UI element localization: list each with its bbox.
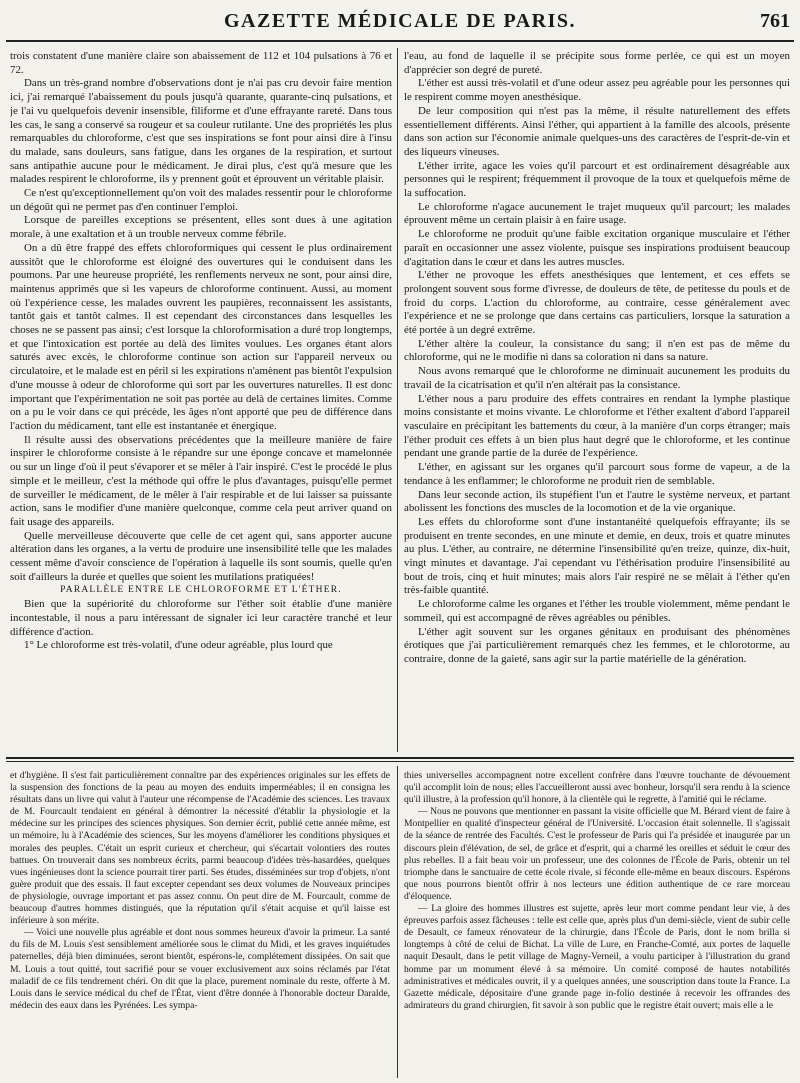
feuilleton-column-right <box>404 770 790 1078</box>
feuilleton-column-left <box>10 770 390 1078</box>
paragraph: — Nous ne pouvons que mentionner en passant la visite officielle que M. Bérard vient de faire à Montpellier en qualité d'inspecteur général de l'Université. L'occasion était solennelle. Il s'agissait de la séance de rentrée des Facultés. C'est le professeur de Paris qui l'a présidée et inaugurée par un discours plein d'élévation, de sel, de grâce et d'esprit, qui a charmé les oreilles et séduit le cœur des plus rebelles. Il a fait beau voir un professeur, une des colonnes de l'École de Paris, obtenir un tel triomphe dans le sanctuaire de cette école rivale, si féconde elle-même en beaux discours. Espérons que nous pourrons bientôt offrir à nos lecteurs une édition authentique de ce rare morceau d'éloquence. <box>404 806 790 902</box>
paragraph: Dans un très-grand nombre d'observations dont je n'ai pas cru devoir faire mention ici, j'ai remarqué l'abaissement du pouls jusqu'à quarante, quarante-cinq pulsations, et je l'ai vu quelquefois devenir insensible, filiforme et d'une effrayante rareté. Dans tous les cas, le sang a conservé sa rougeur et sa couleur rutilante. Une des propriétés les plus remarquables du chloroforme, c'est que ses inspirations se font pour ainsi dire à l'insu du malade, sans douleurs, sans fatigue, dans les organes de la respiration, et surtout sans antipathie aucune pour le médicament. Je dirai plus, c'est qu'à mesure que les malades respirent le chloroforme, ils y prennent goût et éprouvent un véritable plaisir. <box>10 77 392 186</box>
paragraph: Les effets du chloroforme sont d'une instantanéité quelquefois effrayante; ils se produisent en trente secondes, en une minute et demie, en deux, trois et quatre minutes au plus. L'éther, au contraire, ne détermine l'insensibilité qu'en treize, quinze, dix-huit, vingt minutes et davantage. J'ai cependant vu l'éthérisation produire l'insensibilité au bout de trois, cinq et huit minutes; mais alors l'air respiré ne se mêlait à l'éther qu'en très-faible quantité. <box>404 515 790 597</box>
paragraph: Le chloroforme n'agace aucunement le trajet muqueux qu'il parcourt; les malades éprouvent même un certain plaisir à en faire usage. <box>404 200 790 227</box>
paragraph: L'éther ne provoque les effets anesthésiques que lentement, et ces effets se prolongent souvent sous forme d'ivresse, de douleurs de tête, de petitesse du pouls et de froid du corps. L'action du chloroforme, au contraire, cesse généralement avec l'expérience et ne se prolonge que dans certains cas particuliers, lorsque la saturation a été portée à un degré extrême. <box>404 269 790 337</box>
paragraph: Nous avons remarqué que le chloroforme ne diminuait aucunement les produits du travail de la cicatrisation et qu'il n'en altérait pas la consistance. <box>404 365 790 391</box>
paragraph: 1° Le chloroforme est très-volatil, d'une odeur agréable, plus lourd que <box>24 639 333 652</box>
paragraph: Le chloroforme ne produit qu'une faible excitation organique musculaire et l'éther paraît en occasionner une assez violente, puisque ses inspirations produisent beaucoup d'agitation dans le cœur et dans les autres muscles. <box>404 228 790 268</box>
section-heading: PARALLÈLE ENTRE LE CHLOROFORME ET L'ÉTHER. <box>60 585 342 596</box>
paragraph: L'éther irrite, agace les voies qu'il parcourt et est ordinairement désagréable aux personnes qui le respirent; fréquemment il provoque de la toux et quelquefois même de la suffocation. <box>404 159 790 200</box>
paragraph: L'éther, en agissant sur les organes qu'il parcourt sous forme de vapeur, a de la tendance à les enflammer; le chloroforme ne produit rien de semblable. <box>404 461 790 487</box>
column-divider <box>397 48 398 752</box>
paragraph: Lorsque de pareilles exceptions se présentent, elles sont dues à une agitation morale, à une exaltation et à un trouble nerveux comme fébrile. <box>10 214 392 241</box>
paragraph: l'eau, au fond de laquelle il se précipite sous forme perlée, ce qui est un moyen d'apprécier son degré de pureté. <box>404 50 790 76</box>
page-number: 761 <box>760 10 790 32</box>
paragraph: et d'hygiène. Il s'est fait particulièrement connaître par des expériences originales sur les effets de la suspension des fonctions de la peau au moyen des enduits imperméables; il en consigna les résultats dans un livre qui valut à l'auteur une récompense de l'Académie des sciences. Les travaux de M. Fourcault tendaient en général à démontrer la nécessité d'établir la physiologie et la médecine sur les principes des sciences physiques. Son dernier écrit, publié cette année même, est un mémoire, lu à l'Académie des sciences, Sur les moyens d'améliorer les conditions physiques et morales des peuples. C'était un esprit curieux et chercheur, qui s'écartait volontiers des routes battues. On trouverait dans ses nombreux écrits, parmi beaucoup d'idées très-hasardées, quelques vues ingénieuses dont la science pourrait tirer parti. Ses études, disséminées sur trop d'objets, n'ont guère produit que des essais. Il faut excepter cependant ses deux volumes de Nouveaux principes de physiologie, ouvrage important et pas assez connu. On peut dire de M. Fourcault, comme de beaucoup d'autres hommes distingués, que la réputation qu'il s'était acquise et qu'il laisse est inférieure à son mérite. <box>10 770 390 927</box>
article-column-right <box>404 50 790 752</box>
paragraph: — La gloire des hommes illustres est sujette, après leur mort comme pendant leur vie, à des épreuves parfois assez fâcheuses : telle est celle que, après plus d'un demi-siècle, vient de subir celle de Desault, ce fameux rénovateur de la chirurgie, dans l'École de Paris, dont le nom brilla si longtemps à côté de celui de Bichat. La ville de Lure, en Franche-Comté, aux portes de laquelle naquit Desault, dans le petit village de Magny-Verneil, a voulu participer à l'illustration du grand homme par un monument élevé à sa mémoire. Un comité composé de hautes notabilités administratives et médicales ouvrit, il y a quelques années, une souscription dans toute la France. La Gazette médicale, dépositaire d'une grande page in-folio destinée à recevoir les offrandes des admirateurs du grand chirurgien, fit savoir à son public que le registre était ouvert; mais elle a le <box>404 903 790 1011</box>
paragraph: Bien que la supériorité du chloroforme sur l'éther soit établie d'une manière incontestable, il nous a paru intéressant de signaler ici leur caractère tranché et leur différence d'action. <box>10 598 392 638</box>
journal-title: GAZETTE MÉDICALE DE PARIS. <box>223 10 577 32</box>
paragraph: Le chloroforme calme les organes et l'éther les trouble violemment, même pendant le sommeil, qui est accompagné de rêves agréables ou pénibles. <box>404 598 790 624</box>
section-separator-thin <box>6 761 794 762</box>
paragraph: thies universelles accompagnent notre excellent confrère dans l'œuvre touchante de dévouement qu'il accomplit loin de nous; elles l'accueilleront aussi avec bonheur, lorsqu'il sera rendu à la science qu'il illustre, à la profession qu'il honore, à la clientèle qui le regrette, à l'amitié qui le réclame. <box>404 770 790 806</box>
paragraph: Ce n'est qu'exceptionnellement qu'on voit des malades ressentir pour le chloroforme un dégoût qui ne permet pas d'en continuer l'emploi. <box>10 187 392 213</box>
article-column-left <box>10 50 392 752</box>
paragraph: trois constatent d'une manière claire son abaissement de 112 et 104 pulsations à 76 et 72. <box>10 50 392 76</box>
paragraph: Dans leur seconde action, ils stupéfient l'un et l'autre le système nerveux, et partant abolissent les fonctions des muscles de la locomotion et de la vie organique. <box>404 488 790 515</box>
paragraph: — Voici une nouvelle plus agréable et dont nous sommes heureux d'avoir la primeur. La santé du fils de M. Louis s'est sensiblement améliorée sous le climat du Midi, et les graves inquiétudes paternelles, déjà bien diminuées, seront bientôt, espérons-le, complétement dissipées. On sait que M. Louis a tout quitté, tout sacrifié pour se vouer exclusivement aux soins réclamés par l'état maladif de ce fils tendrement chéri. On dit que la place, purement nominale du reste, offerte à M. Louis dans le service médical du chef de l'État, vient d'être donnée à l'honorable docteur Daralde, médecin des eaux dans les Pyrénées. Les sympa- <box>10 927 390 1011</box>
paragraph: Il résulte aussi des observations précédentes que la meilleure manière de faire inspirer le chloroforme consiste à le répandre sur une éponge concave et mamelonnée ou sur un linge d'où il peut s'évaporer et se mêler à l'air inspiré. C'est le procédé le plus simple et le meilleur, c'est la méthode qui offre le plus d'avantages, puisqu'elle permet de surveiller le médicament, de le mêler à l'air respirable et de lui laisser sa puissante action, sans le modifier d'une manière quelconque, comme cela peut arriver quand on fait usage des appareils. <box>10 433 392 528</box>
paragraph: De leur composition qui n'est pas la même, il résulte naturellement des effets essentiellement différents. Ainsi l'éther, qui appartient à la famille des alcools, présente dans son action sur l'économie animale quelques-uns des caractères de l'esprit-de-vin et des liqueurs vineuses. <box>404 104 790 158</box>
page-header <box>6 6 794 42</box>
paragraph: L'éther nous a paru produire des effets contraires en rendant la lymphe plastique moins consistante et moins vivante. Le chloroforme et l'éther exaltent d'abord l'appareil vasculaire en précipitant les battements du cœur, à la manière d'un corps étranger; mais l'éther produit ces effets à un bien plus haut degré que le chloroforme, et les continue pendant une grande partie de la durée de l'expérience. <box>404 392 790 460</box>
column-divider-lower <box>397 766 398 1078</box>
paragraph: Quelle merveilleuse découverte que celle de cet agent qui, sans apporter aucune altération dans les organes, a la vertu de produire une insensibilité telle que les malades cessent même d'avoir conscience de l'opération à laquelle ils sont soumis, quelle qu'en soit d'ailleurs la durée et quelles que soient les mutilations pratiquées! <box>10 529 392 583</box>
section-separator <box>6 757 794 759</box>
paragraph: L'éther est aussi très-volatil et d'une odeur assez peu agréable pour les personnes qui le respirent comme moyen anesthésique. <box>404 77 790 104</box>
paragraph: L'éther altère la couleur, la consistance du sang; il n'en est pas de même du chloroforme, qui ne le modifie ni dans sa coloration ni dans sa nature. <box>404 337 790 364</box>
paragraph: L'éther agit souvent sur les organes génitaux en produisant des phénomènes érotiques que j'ai particulièrement remarqués chez les femmes, et le chlorotorme, au contraire, donne de la gaieté, sans agir sur la partie matérielle de la génération. <box>404 625 790 665</box>
paragraph: On a dû être frappé des effets chloroformiques qui cessent le plus ordinairement aussitôt que le chloroforme est éloigné des ouvertures qui le conduisent dans les poumons. Par une heureuse propriété, les renflements nerveux ne sont, pour ainsi dire, maintenus apprimés que si les vapeurs de chloroforme continuent. Aussi, au moment où l'expérience cesse, les malades ouvrent les paupières, reconnaissent les assistants, tantôt gais et tantôt calmes. Il est cependant des circonstances dans lesquelles les choses ne se passent pas ainsi; c'est lorsque la chloroformisation a duré trop longtemps, et que l'intoxication est portée au delà des limites voulues. Les organes étant alors saturés avec excès, le chloroforme continue son action sur l'appareil nerveux ou circulatoire, et le malade est en péril si les expirations n'amènent pas bientôt l'expulsion d'une mousse à odeur de chloroforme qui sort par les ouvertures naturelles. Il est donc important que l'expérimentation ne soit pas portée au delà de certaines limites. Comme on a pu le voir dans ce qui précède, les âges n'ont apporté que peu de différence dans l'action du médicament, tant elle est instantanée et énergique. <box>10 241 392 432</box>
